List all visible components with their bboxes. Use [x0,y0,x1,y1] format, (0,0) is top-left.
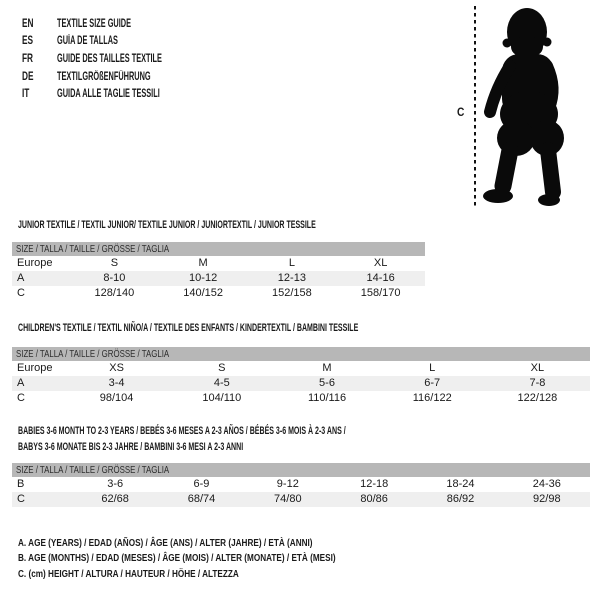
language-row [22,33,221,51]
table-cell: XS [109,362,124,374]
table-cell: M [322,362,332,374]
table-row [12,391,590,406]
language-code: EN [22,17,34,30]
table-cell: 62/68 [101,493,129,505]
language-title-list [22,15,221,103]
table-cell: 68/74 [187,493,216,505]
junior-section-heading: JUNIOR TEXTILE / TEXTIL JUNIOR/ TEXTILE JUNIOR / JUNIORTEXTIL / JUNIOR TESSILE [18,219,316,231]
language-title: TEXTILGRÖßENFÜHRUNG [57,70,151,83]
table-row [12,376,590,391]
table-cell: 10-12 [189,272,218,284]
language-row [22,15,221,33]
language-row [22,85,221,103]
language-title: GUÍA DE TALLAS [57,35,118,48]
table-cell: 104/110 [202,392,242,404]
table-cell: 12-18 [360,478,389,490]
table-cell: S [218,362,226,374]
table-cell: 18-24 [446,478,475,490]
row-label: Europe [17,362,53,374]
table-cell: 6-9 [193,478,210,490]
row-label: C [17,493,25,505]
table-cell: 4-5 [213,377,230,389]
language-code: IT [22,88,30,101]
table-cell: 152/158 [271,287,312,299]
table-cell: XL [373,257,388,269]
table-cell: S [110,257,119,269]
table-cell: 8-10 [103,272,126,284]
language-row [22,50,221,68]
language-title: TEXTILE SIZE GUIDE [57,17,132,30]
language-title: GUIDA ALLE TAGLIE TESSILI [57,88,160,101]
height-measure-label: C [457,105,465,119]
table-cell: 110/116 [307,392,347,404]
note-height-cm: C. (cm) HEIGHT / ALTURA / HAUTEUR / HÖHE / ALTEZZA [18,567,239,580]
table-cell: 5-6 [319,377,335,389]
table-row [12,286,425,301]
table-row [12,256,425,271]
table-row [12,361,590,376]
row-label: A [17,272,25,284]
children-size-table [12,347,590,406]
row-label: C [17,392,25,404]
table-row [12,271,425,286]
table-cell: 3-6 [107,478,124,490]
row-label: A [17,377,25,389]
size-header-bar [12,463,590,477]
table-cell: 122/128 [517,392,558,404]
table-cell: 3-4 [108,377,125,389]
size-header-label: SIZE / TALLA / TAILLE / GRÖSSE / TAGLIA [16,348,170,360]
language-row [22,68,221,86]
table-cell: 86/92 [446,493,475,505]
toddler-figure [450,0,595,212]
children-section-heading: CHILDREN'S TEXTILE / TEXTIL NIÑO/A / TEXTILE DES ENFANTS / KINDERTEXTIL / BAMBINI TESSILE [18,322,359,334]
table-cell: M [198,257,208,269]
table-cell: 80/86 [360,493,388,505]
language-code: DE [22,70,34,83]
note-age-months: B. AGE (MONTHS) / EDAD (MESES) / ÂGE (MOIS) / ALTER (MONATE) / ETÀ (MESI) [18,552,336,565]
toddler-silhouette-icon [450,0,595,212]
note-age-years: A. AGE (YEARS) / EDAD (AÑOS) / ÂGE (ANS) / ALTER (JAHRE) / ETÀ (ANNI) [18,537,313,549]
table-cell: L [288,257,295,269]
table-row [12,477,590,492]
language-code: FR [22,52,34,65]
table-cell: 24-36 [532,478,561,490]
table-row [12,492,590,507]
junior-size-table [12,242,425,301]
babies-heading-line2: BABYS 3-6 MONATE BIS 2-3 JAHRE / BAMBINI 3-6 MESI A 2-3 ANNI [18,440,244,453]
size-header-label: SIZE / TALLA / TAILLE / GRÖSSE / TAGLIA [16,464,170,476]
row-label: B [17,478,25,490]
row-label: Europe [17,257,53,269]
table-cell: 98/104 [99,392,134,404]
language-title: GUIDE DES TAILLES TEXTILE [57,52,162,65]
babies-heading-line1: BABIES 3-6 MONTH TO 2-3 YEARS / BEBÉS 3-6 MESES A 2-3 AÑOS / BÉBÉS 3-6 MOIS À 2-3 ANS / [18,425,346,437]
table-cell: 128/140 [94,287,135,299]
size-header-bar [12,242,425,256]
table-cell: 6-7 [424,377,441,389]
table-cell: L [429,362,436,374]
language-code: ES [22,35,34,48]
table-cell: 74/80 [274,493,302,505]
table-cell: 14-16 [366,272,395,284]
row-label: C [17,287,25,299]
babies-size-table [12,463,590,507]
table-cell: 92/98 [533,493,561,505]
table-cell: 140/152 [183,287,223,299]
babies-section-heading [18,424,346,455]
table-cell: 9-12 [276,478,299,490]
table-cell: 158/170 [360,287,401,299]
table-cell: 116/122 [412,392,452,404]
table-cell: 12-13 [277,272,306,284]
table-cell: XL [530,362,545,374]
size-header-bar [12,347,590,361]
legend-notes [18,536,425,582]
size-header-label: SIZE / TALLA / TAILLE / GRÖSSE / TAGLIA [16,243,170,255]
table-cell: 7-8 [529,377,546,389]
